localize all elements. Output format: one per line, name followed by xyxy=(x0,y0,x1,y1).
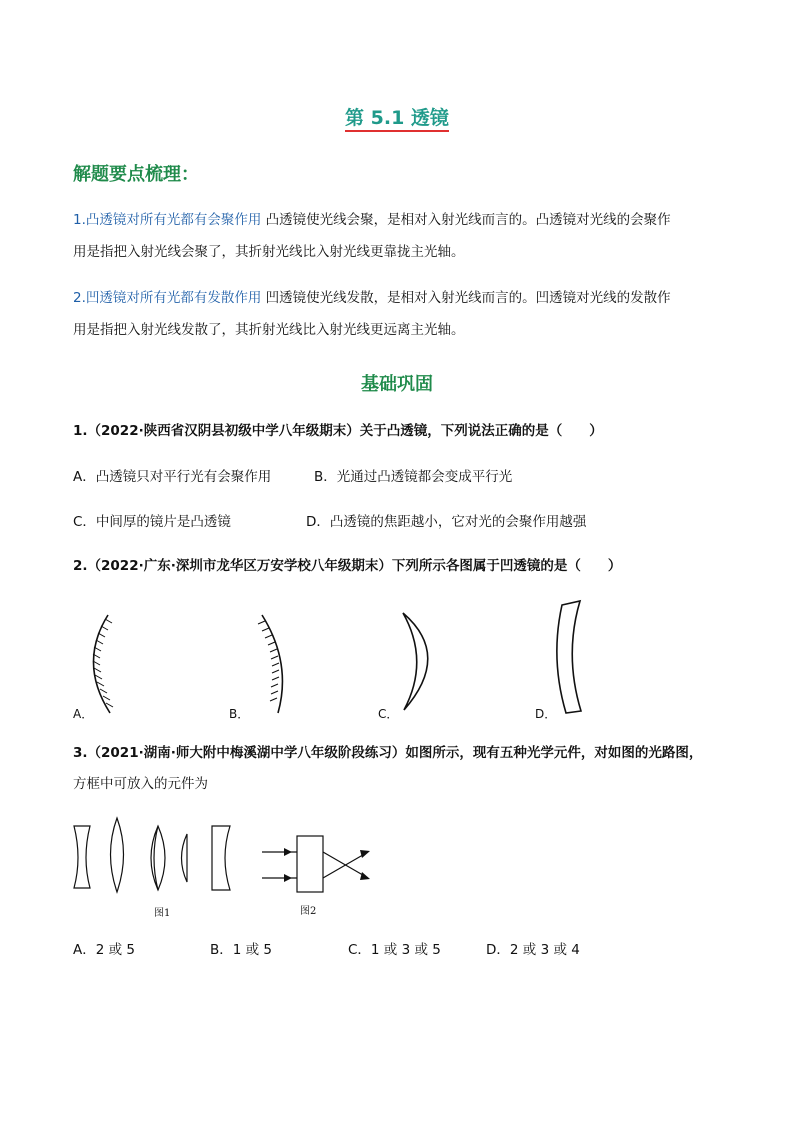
point-1-line-1 xyxy=(73,210,671,230)
q3-element-3 xyxy=(151,826,165,890)
q3-arrow-in-bottom xyxy=(284,874,292,882)
q3-stem-line-2: 方框中可放入的元件为 xyxy=(73,776,208,792)
q3-option-b: B．1 或 5 xyxy=(210,942,273,958)
q3-element-4 xyxy=(182,834,188,882)
q1-stem: 1.（2022·陕西省汉阴县初级中学八年级期末）关于凸透镜，下列说法正确的是（ ） xyxy=(73,423,603,439)
section-basics-heading: 基础巩固 xyxy=(361,374,433,395)
q2-figure-a xyxy=(93,615,113,713)
q3-stem-line-1: 3.（2021·湖南·师大附中梅溪湖中学八年级阶段练习）如图所示，现有五种光学元件，对如图的光路图， xyxy=(73,745,703,761)
page-title xyxy=(0,103,794,130)
q2-label-d: D． xyxy=(535,707,557,721)
q3-fig1-caption: 图1 xyxy=(154,908,171,919)
q3-option-c: C．1 或 3 或 5 xyxy=(348,942,441,958)
point-1-num: 1. xyxy=(73,212,86,228)
q3-option-d: D．2 或 3 或 4 xyxy=(486,942,580,958)
point-1-text: 凸透镜使光线会聚，是相对入射光线而言的。凸透镜对光线的会聚作 xyxy=(261,212,671,228)
q2-label-b: B． xyxy=(229,707,250,721)
q1-option-d: D．凸透镜的焦距越小，它对光的会聚作用越强 xyxy=(306,514,587,530)
q3-figures xyxy=(0,812,794,922)
q3-arrow-out-1 xyxy=(360,872,370,880)
q3-option-a: A．2 或 5 xyxy=(73,942,135,958)
point-2-text: 凹透镜使光线发散，是相对入射光线而言的。凹透镜对光线的发散作 xyxy=(261,290,671,306)
q2-figure-d xyxy=(557,601,581,713)
q1-option-b: B．光通过凸透镜都会变成平行光 xyxy=(314,469,513,485)
point-2-lead: 凹透镜对所有光都有发散作用 xyxy=(85,290,262,306)
q3-element-2 xyxy=(111,818,124,892)
q3-element-5 xyxy=(212,826,230,890)
point-1-lead: 凸透镜对所有光都有会聚作用 xyxy=(85,212,262,228)
q2-stem: 2.（2022·广东·深圳市龙华区万安学校八年级期末）下列所示各图属于凹透镜的是（ ） xyxy=(73,558,622,574)
q1-option-c: C．中间厚的镜片是凸透镜 xyxy=(73,514,231,530)
q2-figure-c xyxy=(403,613,428,710)
section-key-points-heading: 解题要点梳理： xyxy=(73,164,199,185)
point-2-num: 2. xyxy=(73,290,86,306)
q2-label-a: A． xyxy=(73,707,94,721)
q2-label-c: C． xyxy=(378,707,399,721)
point-1-line-2: 用是指把入射光线会聚了，其折射光线比入射光线更靠拢主光轴。 xyxy=(73,244,465,260)
q2-figure-b xyxy=(258,615,282,713)
point-2-line-2: 用是指把入射光线发散了，其折射光线比入射光线更远离主光轴。 xyxy=(73,322,465,338)
q3-arrow-out-2 xyxy=(360,850,370,858)
point-2-line-1 xyxy=(73,288,671,308)
q3-element-1 xyxy=(74,826,90,888)
q3-fig2-caption: 图2 xyxy=(300,906,317,917)
q3-box xyxy=(297,836,323,892)
q3-arrow-in-top xyxy=(284,848,292,856)
q1-option-a: A．凸透镜只对平行光有会聚作用 xyxy=(73,469,272,485)
title-text: 第 5.1 透镜 xyxy=(345,107,449,132)
